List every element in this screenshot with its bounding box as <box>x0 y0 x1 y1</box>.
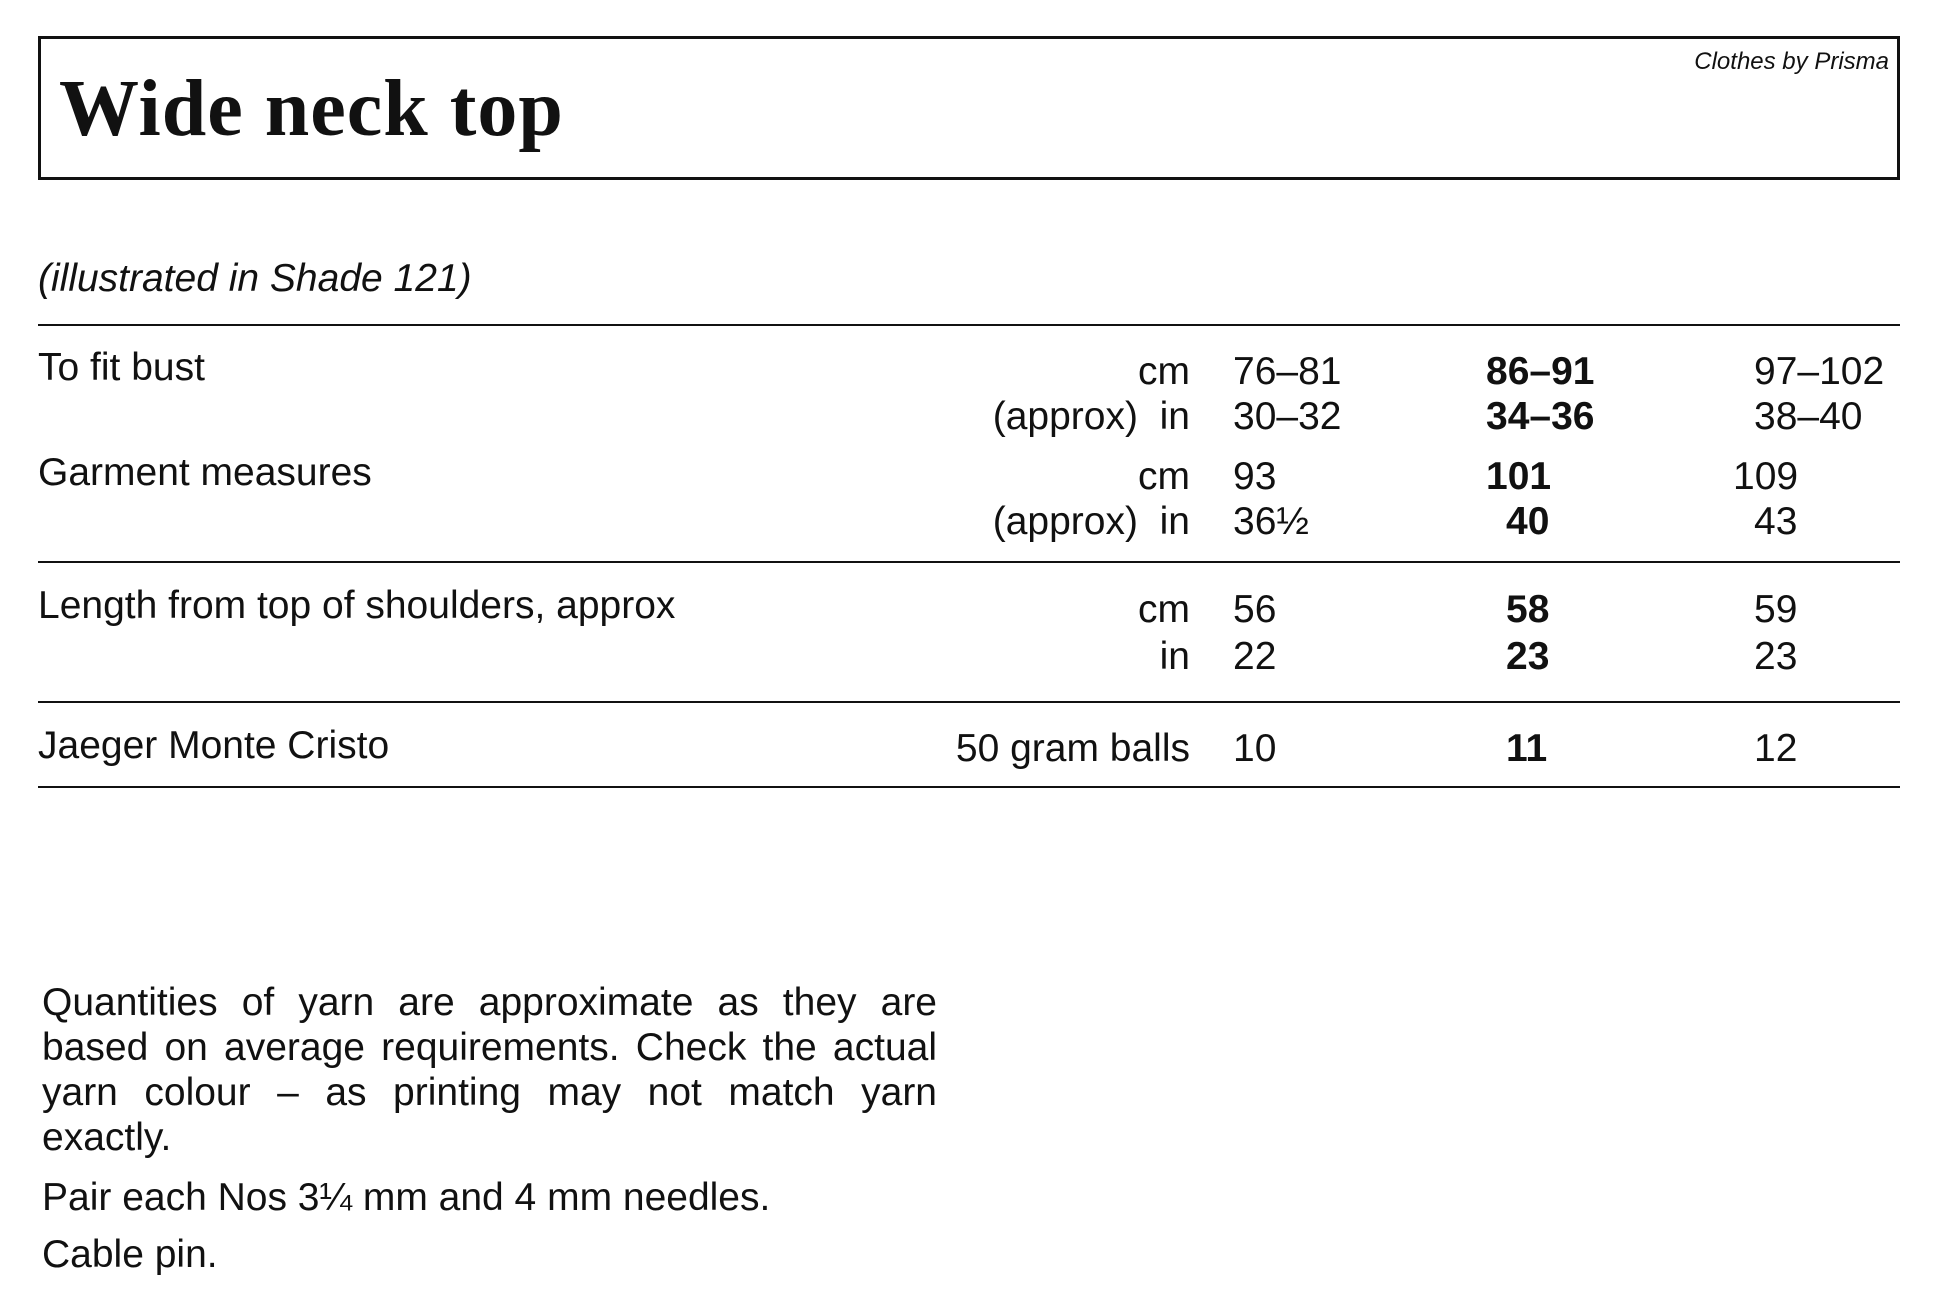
size-value: 38–40 <box>1754 395 1863 438</box>
quantities-note: Quantities of yarn are approximate as they are based on average requirements. Check the actual yarn colour – as printing may not match yarn exactly. <box>42 981 937 1159</box>
size-value: 97–102 <box>1754 350 1885 393</box>
size-value: 10 <box>1233 727 1277 770</box>
title-box <box>38 36 1900 180</box>
size-value: 56 <box>1233 588 1277 631</box>
row-label: Garment measures <box>38 451 372 494</box>
size-value: 76–81 <box>1233 350 1342 393</box>
row-label: To fit bust <box>38 346 205 389</box>
page-title: Wide neck top <box>59 65 564 153</box>
table-rule-top <box>38 324 1900 326</box>
needles-note: Pair each Nos 3¼ mm and 4 mm needles. <box>42 1176 771 1219</box>
table-rule <box>38 561 1900 563</box>
row-label: Length from top of shoulders, approx <box>38 584 676 627</box>
unit-label: cm <box>1138 588 1190 631</box>
unit-label: 50 gram balls <box>955 727 1190 770</box>
size-value: 23 <box>1754 635 1798 678</box>
table-rule-bottom <box>38 786 1900 788</box>
size-value: 30–32 <box>1233 395 1342 438</box>
size-value-highlight: 86–91 <box>1486 350 1595 393</box>
size-value-highlight: 40 <box>1506 500 1550 543</box>
unit-label: (approx) in <box>992 500 1190 543</box>
unit-label: in <box>1159 635 1190 678</box>
unit-label: cm <box>1138 455 1190 498</box>
size-value-highlight: 34–36 <box>1486 395 1595 438</box>
size-value: 43 <box>1754 500 1798 543</box>
size-value-highlight: 23 <box>1506 635 1550 678</box>
table-rule <box>38 701 1900 703</box>
unit-label: (approx) in <box>992 395 1190 438</box>
size-value-highlight: 101 <box>1486 455 1552 498</box>
unit-label: cm <box>1138 350 1190 393</box>
row-label: Jaeger Monte Cristo <box>38 724 390 767</box>
illustrated-note: (illustrated in Shade 121) <box>38 257 472 300</box>
size-value-highlight: 11 <box>1506 727 1548 770</box>
size-value: 93 <box>1233 455 1277 498</box>
size-value: 22 <box>1233 635 1277 678</box>
extras-note: Cable pin. <box>42 1233 218 1276</box>
size-value: 12 <box>1754 727 1798 770</box>
size-value: 36½ <box>1233 500 1309 543</box>
size-value: 109 <box>1733 455 1799 498</box>
size-value-highlight: 58 <box>1506 588 1550 631</box>
photo-credit: Clothes by Prisma <box>1694 48 1889 75</box>
size-value: 59 <box>1754 588 1798 631</box>
